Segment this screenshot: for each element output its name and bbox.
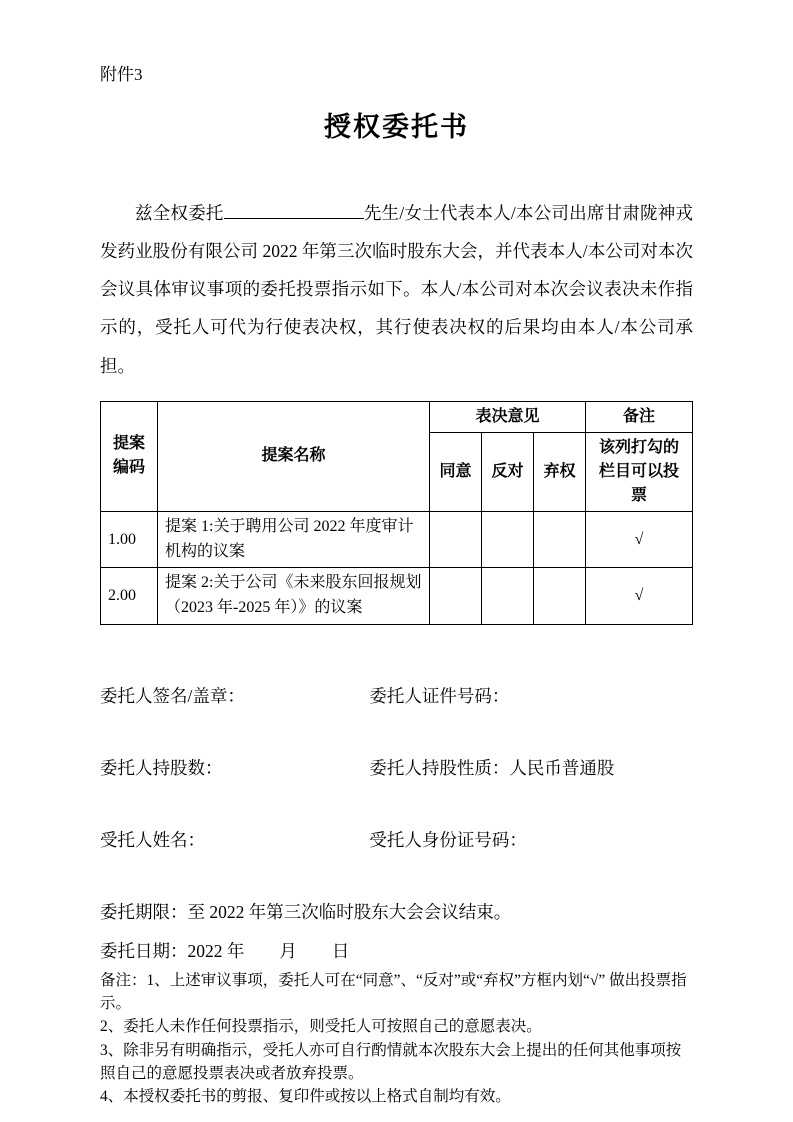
- trustee-name-row: [100, 827, 693, 852]
- table-header-row-1: [101, 401, 693, 432]
- trustee-name-label: 受托人姓名：: [100, 829, 205, 850]
- intro-paragraph: [100, 194, 693, 385]
- proposal-code: 2.00: [101, 568, 158, 625]
- abstain-vote-cell: [534, 568, 586, 625]
- header-proposal-name: 提案名称: [158, 401, 430, 511]
- grantor-signature-label: 委托人签名/盖章：: [100, 685, 245, 706]
- grantor-shares-label: 委托人持股数：: [100, 757, 223, 778]
- header-remark: 备注: [586, 401, 693, 432]
- note-line-1: 备注：1、上述审议事项，委托人可在“同意”、“反对”或“弃权”方框内划“√” 做出投票指示。: [100, 971, 687, 1013]
- trustee-id-label: 受托人身份证号码：: [369, 829, 527, 850]
- abstain-vote-cell: [534, 511, 586, 568]
- remark-checkmark: √: [586, 568, 693, 625]
- header-abstain: 弃权: [534, 432, 586, 511]
- proposal-name: 提案 1:关于聘用公司 2022 年度审计机构的议案: [158, 511, 430, 568]
- oppose-vote-cell: [482, 568, 534, 625]
- proposal-name: 提案 2:关于公司《未来股东回报规划（2023 年-2025 年）》的议案: [158, 568, 430, 625]
- entrust-period: 委托期限：至 2022 年第三次临时股东大会会议结束。: [100, 901, 512, 922]
- header-voting-opinion: 表决意见: [430, 401, 586, 432]
- proposal-code: 1.00: [101, 511, 158, 568]
- note-line-3: 3、除非另有明确指示，受托人亦可自行酌情就本次股东大会上提出的任何其他事项按照自己的意愿投票表决或者放弃投票。: [100, 1041, 682, 1082]
- form-section: [100, 683, 693, 963]
- proposal-voting-table: [100, 401, 693, 625]
- grantor-id-label: 委托人证件号码：: [369, 685, 510, 706]
- grantor-shares-row: [100, 755, 693, 780]
- header-proposal-code: 提案编码: [101, 401, 158, 511]
- attachment-label: 附件3: [100, 65, 143, 84]
- grantor-share-type-value: 人民币普通股: [509, 757, 615, 778]
- note-line-2: 2、委托人未作任何投票指示，则受托人可按照自己的意愿表决。: [100, 1018, 542, 1036]
- table-row: [101, 511, 693, 568]
- agree-vote-cell: [430, 568, 482, 625]
- header-oppose: 反对: [482, 432, 534, 511]
- oppose-vote-cell: [482, 511, 534, 568]
- header-remark-note: 该列打勾的栏目可以投票: [586, 432, 693, 511]
- grantor-share-type-label: 委托人持股性质：: [369, 757, 510, 778]
- remark-checkmark: √: [586, 511, 693, 568]
- intro-prefix: 兹全权委托: [135, 203, 224, 223]
- grantor-signature-row: [100, 683, 693, 708]
- header-agree: 同意: [430, 432, 482, 511]
- table-row: [101, 568, 693, 625]
- entrust-date: 委托日期：2022 年 月 日: [100, 940, 350, 961]
- intro-body: 先生/女士代表本人/本公司出席甘肃陇神戎发药业股份有限公司 2022 年第三次临时股东大会，并代表本人/本公司对本次会议具体审议事项的委托投票指示如下。本人/本公司对本次会议表决未作指示的，受托人可代为行使表决权，其行使表决权的后果均由本人/本公司承担。: [100, 203, 693, 376]
- agree-vote-cell: [430, 511, 482, 568]
- grantee-name-blank: [224, 201, 364, 219]
- grantor-share-type: [369, 755, 614, 780]
- notes-section: [100, 969, 693, 1109]
- note-line-4: 4、本授权委托书的剪报、复印件或按以上格式自制均有效。: [100, 1088, 511, 1106]
- document-title: 授权委托书: [324, 112, 469, 142]
